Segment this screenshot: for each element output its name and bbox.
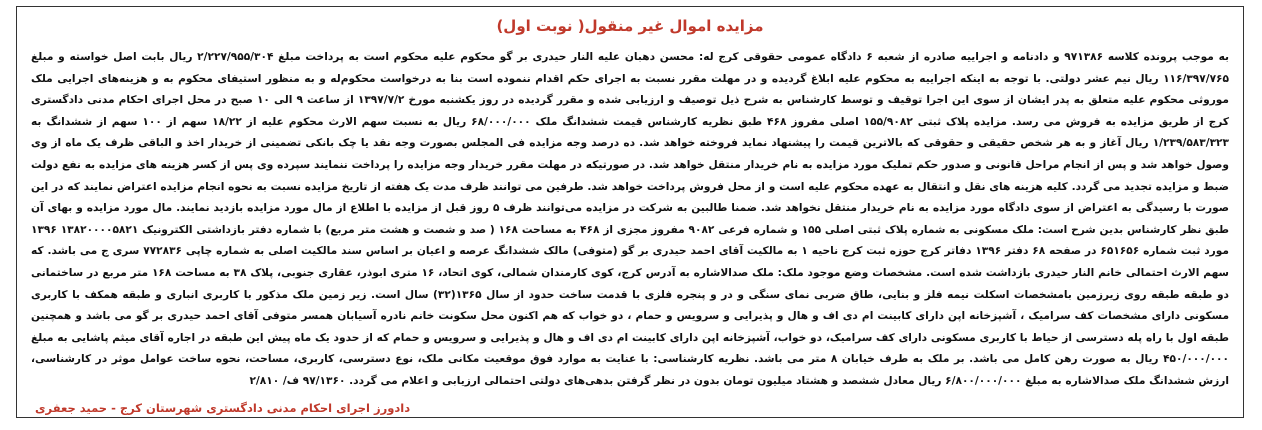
notice-title: مزایده اموال غیر منقول( نوبت اول) <box>496 17 764 35</box>
auction-notice <box>16 6 1244 418</box>
notice-signature: دادورز اجرای احکام مدنی دادگستری شهرستان کرج - حمید جعفری <box>35 400 411 415</box>
notice-body: به موجب پرونده کلاسه ۹۷۱۳۸۶ و دادنامه و اجراییه صادره از شعبه ۶ دادگاه عمومی حقوقی کرج له: محسن دهبان علیه النار حیدری بر گو محکوم علیه محکوم است به پرداخت مبلغ ۲/۲۲۷/۹۵۵/۳۰۴ ریال بابت اصل خواسته و مبلغ ۱۱۶/۳۹۷/۷۶۵ ریال نیم عشر دولتی. با توجه به اینکه اجراییه به محکوم علیه ابلاغ گردیده و در مهلت مقرر نسبت به اجرای حکم اقدام ننموده است بنا به درخواست محکوم‌له و به منظور استیفای محکوم به و هزینه‌های اجرایی ملک موروثی محکوم علیه متعلق به پدر ایشان از سوی این اجرا توقیف و توسط کارشناس به شرح ذیل توصیف و ارزیابی شده و مقرر گردیده در روز یکشنبه مورخ ۱۳۹۷/۷/۲ از ساعت ۹ الی ۱۰ صبح در محل اجرای احکام مدنی دادگستری کرج از طریق مزایده به فروش می رسد. مزایده پلاک ثبتی ۱۵۵/۹۰۸۲ اصلی مفروز ۴۶۸ طبق نظریه کارشناس قیمت ششدانگ ملک ۶۸/۰۰۰/۰۰۰ ریال به نسبت سهم الارث محکوم علیه از ۱۸/۲۲ سهم از ۱۰۰ سهم از ششدانگ به ۱/۲۳۹/۵۸۳/۳۲۳ ریال آغاز و به هر شخص حقیقی و حقوقی که بالاترین قیمت را پیشنهاد نماید فروخته خواهد شد. ده درصد وجه مزایده فی المجلس بصورت وجه نقد یا چک بانکی تضمینی از خریدار اخذ و الباقی ظرف یک ماه از وی وصول خواهد شد و پس از انجام مراحل قانونی و صدور حکم تملیک مورد مزایده به نام خریدار منتقل خواهد شد. در صورتیکه در مهلت مقرر خریدار وجه مزایده را پرداخت ننمایند سپرده وی پس از کسر هزینه های مزایده به نفع دولت ضبط و مزایده تجدید می گردد. کلیه هزینه های نقل و انتقال به عهده محکوم علیه است و از محل فروش پرداخت خواهد شد. طرفین می توانند ظرف مدت یک هفته از تاریخ مزایده نسبت به نحوه انجام مزایده اعتراض نمایند که در این صورت با رسیدگی به اعتراض از سوی دادگاه مورد مزایده به نام خریدار منتقل نخواهد شد. ضمنا طالبین به شرکت در مزایده می‌توانند ظرف ۵ روز قبل از مزایده با اطلاع از مال مورد مزایده بازدید نمایند. مال مورد مزایده و بهای آن طبق نظر کارشناس بدین شرح است: ملک مسکونی به شماره پلاک ثبتی اصلی ۱۵۵ و شماره فرعی ۹۰۸۲ مفروز مجزی از ۴۶۸ به مساحت ۱۶۸ ( صد و شصت و هشت متر مربع) با شماره دفتر بازداشتی الکترونیک ۱۳۸۲۰۰۰۰۵۸۲۱ ۱۳۹۶ مورد ثبت شماره ۶۵۱۶۵۶ در صفحه ۶۸ دفتر ۱۳۹۶ دفاتر کرج حوزه ثبت کرج ناحیه ۱ به مالکیت آقای احمد حیدری بر گو (متوفی) مالک ششدانگ عرصه و اعیان بر اساس سند مالکیت اصلی به شماره چاپی ۷۷۲۸۳۶ سری ج می باشد. که سهم الارث احتمالی خانم النار حیدری بازداشت شده است. مشخصات وضع موجود ملک: ملک صدالاشاره به آدرس کرج، کوی کارمندان شمالی، کوی اتحاد، ۱۶ متری ابوذر، عقاری جنوبی، پلاک ۳۸ به مساحت ۱۶۸ متر مربع در ساختمانی دو طبقه طبقه روی زیرزمین بامشخصات اسکلت نیمه فلز و بنایی، طاق ضربی نمای سنگی و در و پنجره فلزی با قدمت ساخت حدود از سال ۱۳۶۵(۳۲) سال است. زیر زمین ملک مذکور با کاربری انباری و طبقه همکف با کاربری مسکونی دارای مشخصات کف سرامیک ، آشپزخانه اپن دارای کابینت ام دی اف و هال و پذیرایی و سرویس و حمام ، دو خواب که هم اکنون محل سکونت خانم نادره آسیابان همسر متوفی آقای احمد حیدری بر گو می باشد و همچنین طبقه اول با راه پله دسترسی از حیاط با کاربری مسکونی دارای کف سرامیک، دو خواب، آشپزخانه اپن دارای کابینت ام دی اف و هال و پذیرایی و سرویس و حمام که از حدود یک ماه پیش این طبقه در اجاره آقای میثم پاشایی به مبلغ ۴۵۰/۰۰۰/۰۰۰ ریال به صورت رهن کامل می باشد. بر ملک به طرف خیابان ۸ متر می باشد. نظریه کارشناسی: با عنایت به موارد فوق موقعیت مکانی ملک، نوع دسترسی، کاربری، مساحت، نحوه ساخت عوامل موثر در کارشناسی، ارزش ششدانگ ملک صدالاشاره به مبلغ ۶/۸۰۰/۰۰۰/۰۰۰ ریال معادل ششصد و هشتاد میلیون تومان بدون در نظر گرفتن بدهی‌های دولتی احتمالی ارزیابی و اعلام می گردد. ۹۷/۱۳۶۰ ف/ ۲/۸۱۰ <box>31 51 1229 387</box>
